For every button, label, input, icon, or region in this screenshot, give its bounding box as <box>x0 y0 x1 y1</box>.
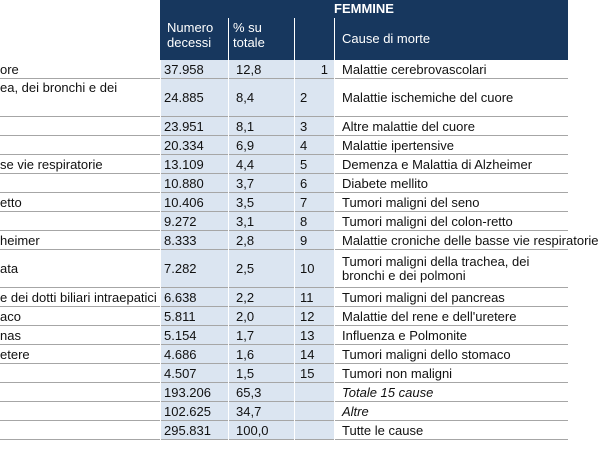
male-cause-cell: etere <box>0 346 30 362</box>
male-cause-cell <box>0 136 160 154</box>
female-cause-cell: Tumori non maligni <box>342 365 453 381</box>
rank-cell: 3 <box>294 117 334 135</box>
pct-totale-cell: 8,4 <box>228 79 294 116</box>
pct-totale-cell: 3,7 <box>228 174 294 192</box>
num-decessi-cell: 37.958 <box>160 60 228 78</box>
rank-cell: 10 <box>294 250 334 287</box>
column-divider <box>334 60 335 460</box>
female-cause-cell: Totale 15 cause <box>342 384 434 400</box>
num-decessi-header: Numero decessi <box>160 18 228 60</box>
male-cause-cell: e dei dotti biliari intraepatici <box>0 289 157 305</box>
pct-totale-cell: 2,8 <box>228 231 294 249</box>
female-cause-cell: Tumori maligni del colon-retto <box>342 213 513 229</box>
pct-totale-cell: 3,5 <box>228 193 294 211</box>
num-decessi-cell: 4.686 <box>160 345 228 363</box>
female-cause-cell: Tumori maligni del pancreas <box>342 289 505 305</box>
row-divider <box>0 439 568 440</box>
female-cause-cell: Demenza e Malattia di Alzheimer <box>342 156 533 172</box>
rank-cell: 2 <box>294 79 334 116</box>
male-cause-cell: ea, dei bronchi e dei <box>0 80 118 95</box>
table-row <box>0 326 568 344</box>
femmine-group-header: FEMMINE <box>160 0 568 18</box>
pct-totale-cell: 100,0 <box>228 421 294 439</box>
pct-totale-cell: 65,3 <box>228 383 294 401</box>
female-cause-cell: Tumori maligni della trachea, dei bronchi e dei polmoni <box>342 253 530 283</box>
rank-cell: 5 <box>294 155 334 173</box>
rank-cell: 12 <box>294 307 334 325</box>
pct-totale-cell: 8,1 <box>228 117 294 135</box>
num-decessi-cell: 193.206 <box>160 383 228 401</box>
num-decessi-cell: 23.951 <box>160 117 228 135</box>
num-decessi-cell: 5.811 <box>160 307 228 325</box>
male-cause-cell <box>0 421 160 439</box>
male-cause-cell: etto <box>0 194 22 210</box>
num-decessi-cell: 6.638 <box>160 288 228 306</box>
rank-cell <box>294 402 334 420</box>
table-row <box>0 231 599 249</box>
table-row <box>0 383 568 401</box>
column-divider <box>160 60 161 460</box>
num-decessi-cell: 13.109 <box>160 155 228 173</box>
num-decessi-cell: 7.282 <box>160 250 228 287</box>
male-cause-cell: nas <box>0 327 21 343</box>
num-decessi-cell: 9.272 <box>160 212 228 230</box>
num-decessi-cell: 20.334 <box>160 136 228 154</box>
column-divider <box>294 60 295 460</box>
rank-cell: 4 <box>294 136 334 154</box>
table-row <box>0 212 568 230</box>
rank-cell: 6 <box>294 174 334 192</box>
male-cause-cell: ata <box>0 261 19 276</box>
female-cause-cell: Malattie ipertensive <box>342 137 454 153</box>
female-cause-cell: Tumori maligni del seno <box>342 194 480 210</box>
table-row <box>0 307 568 325</box>
rank-cell: 13 <box>294 326 334 344</box>
female-cause-cell: Tumori maligni dello stomaco <box>342 346 511 362</box>
male-cause-cell <box>0 402 160 420</box>
num-decessi-cell: 24.885 <box>160 79 228 116</box>
num-decessi-cell: 102.625 <box>160 402 228 420</box>
female-cause-cell: Malattie del rene e dell'uretere <box>342 308 517 324</box>
female-cause-cell: Malattie cerebrovascolari <box>342 61 487 77</box>
table-row <box>0 364 568 382</box>
pct-totale-cell: 2,5 <box>228 250 294 287</box>
table-row <box>0 193 568 211</box>
rank-cell <box>294 383 334 401</box>
num-decessi-cell: 5.154 <box>160 326 228 344</box>
table-row <box>0 60 568 78</box>
table-row <box>0 117 568 135</box>
table-row <box>0 174 568 192</box>
male-cause-cell <box>0 212 160 230</box>
male-cause-cell <box>0 383 160 401</box>
table-row <box>0 250 568 287</box>
female-cause-cell: Tutte le cause <box>342 422 424 438</box>
pct-totale-cell: 4,4 <box>228 155 294 173</box>
pct-totale-cell: 34,7 <box>228 402 294 420</box>
pct-totale-cell: 2,2 <box>228 288 294 306</box>
male-cause-cell: heimer <box>0 232 40 248</box>
column-divider <box>228 60 229 460</box>
rank-cell: 1 <box>294 60 334 78</box>
num-decessi-cell: 8.333 <box>160 231 228 249</box>
header-divider <box>334 18 335 60</box>
male-cause-cell: se vie respiratorie <box>0 156 103 172</box>
male-cause-cell <box>0 117 160 135</box>
rank-cell: 14 <box>294 345 334 363</box>
cause-header: Cause di morte <box>334 18 568 60</box>
female-cause-cell: Altre <box>342 403 369 419</box>
pct-totale-cell: 6,9 <box>228 136 294 154</box>
male-cause-cell <box>0 174 160 192</box>
num-decessi-cell: 10.406 <box>160 193 228 211</box>
female-cause-cell: Diabete mellito <box>342 175 428 191</box>
male-cause-cell <box>0 364 160 382</box>
male-cause-cell: aco <box>0 308 21 324</box>
table-header <box>0 0 568 60</box>
table-row <box>0 136 568 154</box>
table-row <box>0 155 568 173</box>
header-divider <box>228 18 229 60</box>
num-decessi-cell: 4.507 <box>160 364 228 382</box>
male-cause-cell: ore <box>0 61 19 77</box>
table-row <box>0 402 568 420</box>
pct-totale-cell: 1,6 <box>228 345 294 363</box>
rank-cell: 11 <box>294 288 334 306</box>
table-row <box>0 345 568 363</box>
rank-header <box>294 18 334 60</box>
female-cause-cell: Malattie croniche delle basse vie respiratorie <box>342 232 599 248</box>
pct-totale-cell: 1,7 <box>228 326 294 344</box>
pct-totale-header: % su totale <box>228 18 294 60</box>
header-divider <box>294 18 295 60</box>
female-cause-cell: Influenza e Polmonite <box>342 327 468 343</box>
rank-cell: 9 <box>294 231 334 249</box>
table-row <box>0 421 568 439</box>
rank-cell <box>294 421 334 439</box>
pct-totale-cell: 3,1 <box>228 212 294 230</box>
female-cause-cell: Malattie ischemiche del cuore <box>342 90 514 105</box>
num-decessi-cell: 10.880 <box>160 174 228 192</box>
pct-totale-cell: 12,8 <box>228 60 294 78</box>
num-decessi-cell: 295.831 <box>160 421 228 439</box>
rank-cell: 15 <box>294 364 334 382</box>
table-row <box>0 288 568 306</box>
pct-totale-cell: 1,5 <box>228 364 294 382</box>
rank-cell: 8 <box>294 212 334 230</box>
female-cause-cell: Altre malattie del cuore <box>342 118 475 134</box>
pct-totale-cell: 2,0 <box>228 307 294 325</box>
table-row <box>0 79 568 116</box>
rank-cell: 7 <box>294 193 334 211</box>
